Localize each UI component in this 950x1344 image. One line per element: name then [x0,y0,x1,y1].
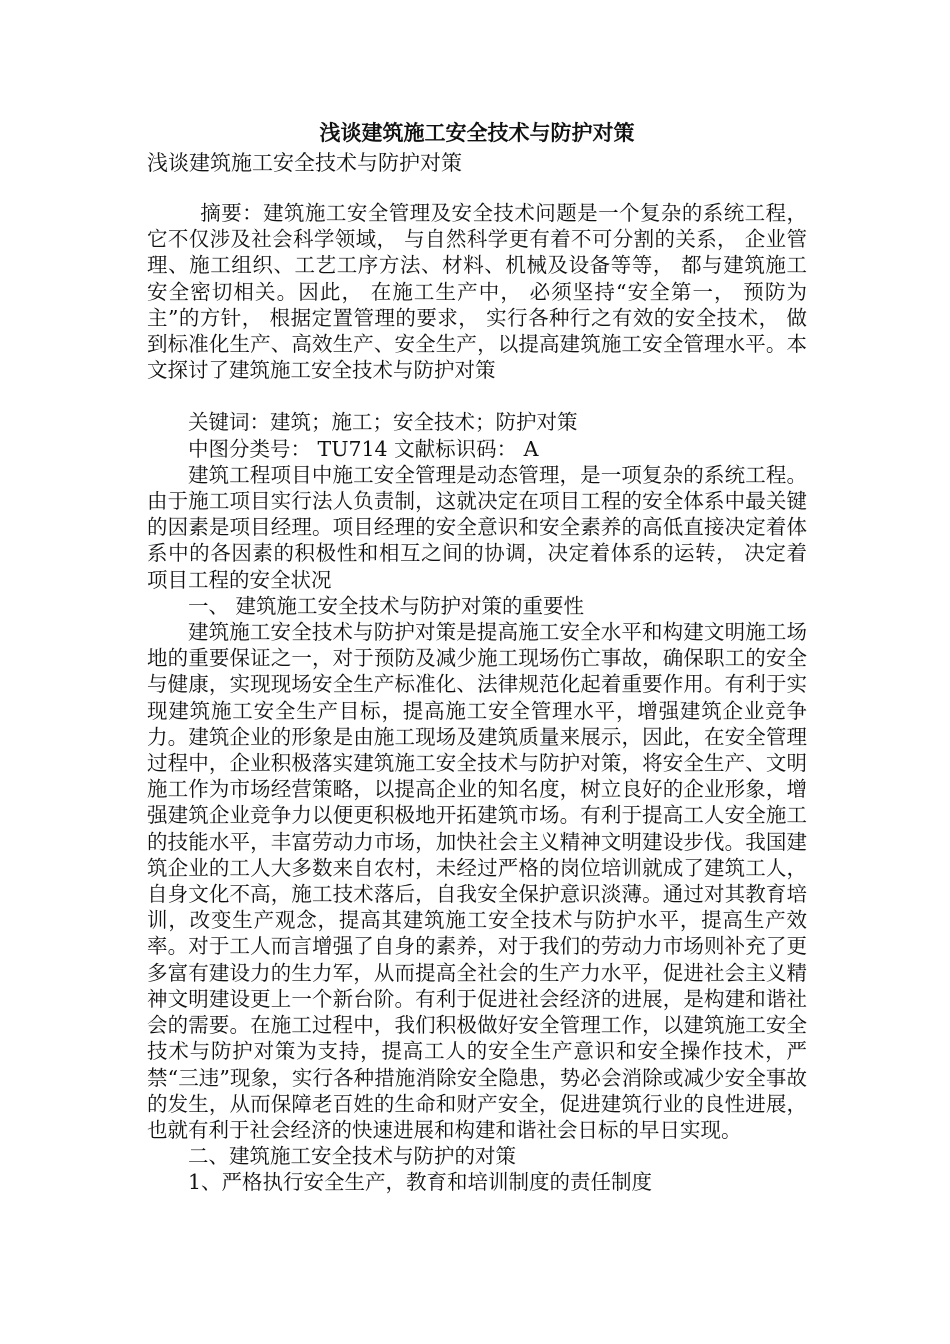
section-heading-2: 二、建筑施工安全技术与防护的对策 [188,1144,516,1169]
document-subtitle: 浅谈建筑施工安全技术与防护对策 [147,151,462,175]
abstract-paragraph: 摘要：建筑施工安全管理及安全技术问题是一个复杂的系统工程， 它不仅涉及社会科学领域， 与自然科学更有着不可分割的关系， 企业管理、施工组织、工艺工序方法、材料、机械及设备等等， 都与建筑施工安全密切相关。因此， 在施工生产中， 必须坚持“安全第一， 预防为主”的方针， 根据定置管理的要求， 实行各种行之有效的安全技术， 做到标准化生产、高效生产、安全生产，以提高建筑施工安全管理水平。本文探讨了建筑施工安全技术与防护对策 [147,201,807,383]
classification-line: 中图分类号： TU714 文献标识码： A [188,436,539,461]
section-heading-1: 一、 建筑施工安全技术与防护对策的重要性 [188,593,585,618]
document-page [147,118,807,1196]
keywords-line: 关键词：建筑；施工；安全技术；防护对策 [188,410,578,435]
section-1-paragraph: 建筑施工安全技术与防护对策是提高施工安全水平和构建文明施工场地的重要保证之一，对于预防及减少施工现场伤亡事故，确保职工的安全与健康，实现现场安全生产标准化、法律规范化起着重要作用。有利于实现建筑施工安全生产目标，提高施工安全管理水平，增强建筑企业竞争力。建筑企业的形象是由施工现场及建筑质量来展示，因此，在安全管理过程中，企业积极落实建筑施工安全技术与防护对策，将安全生产、文明施工作为市场经营策略，以提高企业的知名度，树立良好的企业形象，增强建筑企业竞争力以便更积极地开拓建筑市场。有利于提高工人安全施工的技能水平，丰富劳动力市场，加快社会主义精神文明建设步伐。我国建筑企业的工人大多数来自农村，未经过严格的岗位培训就成了建筑工人，自身文化不高，施工技术落后，自我安全保护意识淡薄。通过对其教育培训，改变生产观念，提高其建筑施工安全技术与防护水平，提高生产效率。对于工人而言增强了自身的素养，对于我们的劳动力市场则补充了更多富有建设力的生力军，从而提高全社会的生产力水平，促进社会主义精神文明建设更上一个新台阶。有利于促进社会经济的进展，是构建和谐社会的需要。在施工过程中，我们积极做好安全管理工作，以建筑施工安全技术与防护对策为支持，提高工人的安全生产意识和安全操作技术，严禁“三违”现象，实行各种措施消除安全隐患，势必会消除或减少安全事故的发生，从而保障老百姓的生命和财产安全，促进建筑行业的良性进展，也就有利于社会经济的快速进展和构建和谐社会日标的早日实现。 [147,620,807,1142]
intro-paragraph: 建筑工程项目中施工安全管理是动态管理，是一项复杂的系统工程。由于施工项目实行法人负责制，这就决定在项目工程的安全体系中最关键的因素是项目经理。项目经理的安全意识和安全素养的高低直接决定着体系中的各因素的积极性和相互之间的协调，决定着体系的运转， 决定着项目工程的安全状况 [147,462,807,592]
section-2-item-1: 1、严格执行安全生产，教育和培训制度的责任制度 [188,1170,653,1195]
document-title: 浅谈建筑施工安全技术与防护对策 [319,120,635,145]
